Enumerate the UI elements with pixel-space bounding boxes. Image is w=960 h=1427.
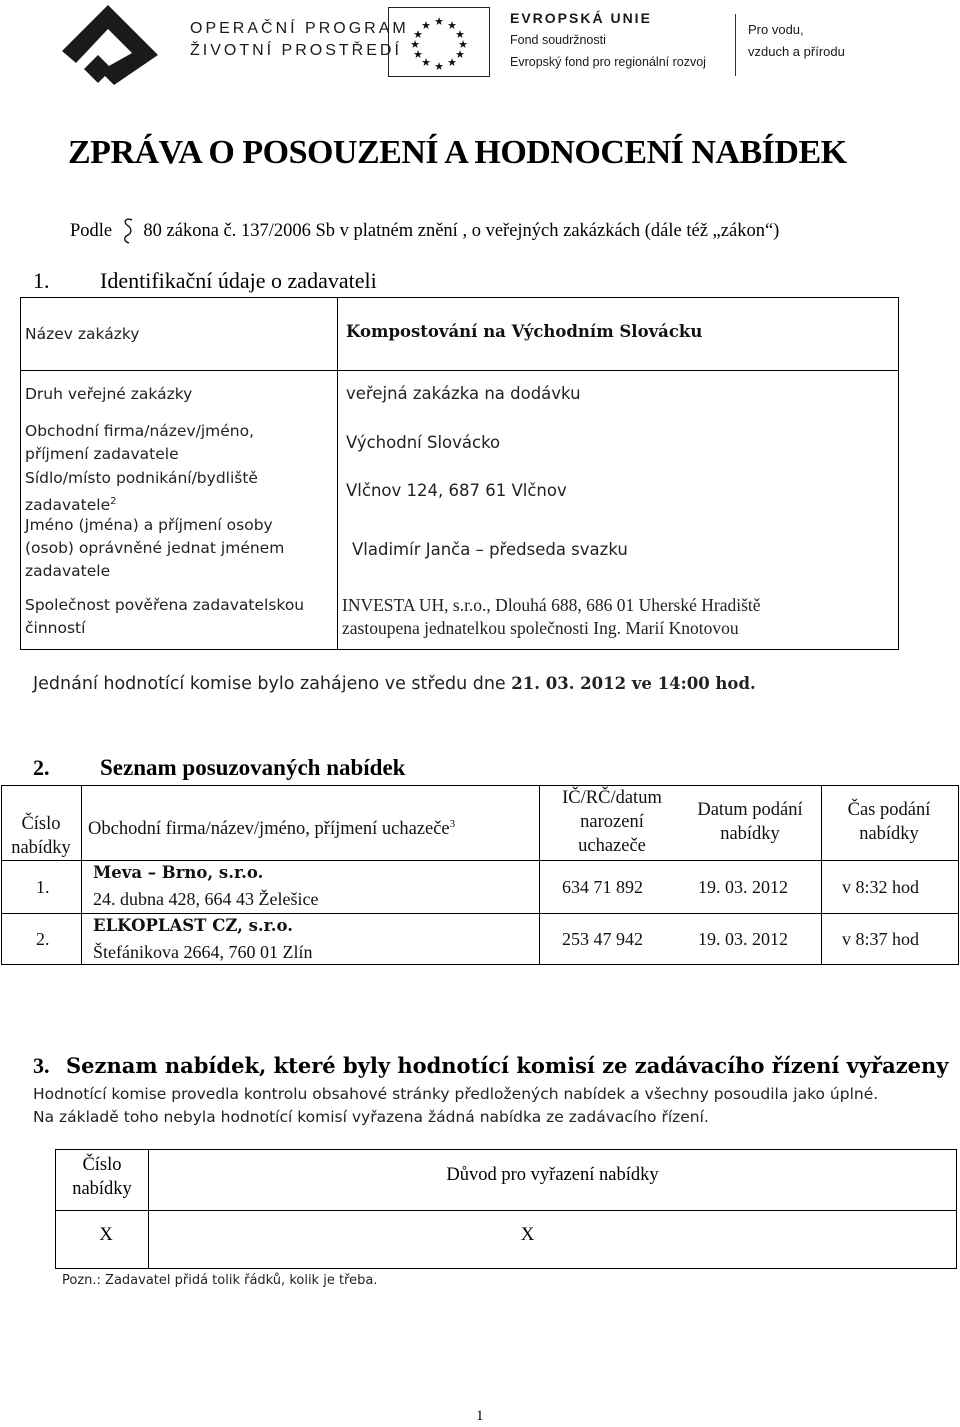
op-zp-logo-icon xyxy=(62,5,162,85)
section-sign-icon xyxy=(121,216,135,246)
section2-number: 2. xyxy=(33,755,50,780)
offer-2-time: v 8:37 hod xyxy=(842,929,920,949)
meeting-date: 21. 03. 2012 ve 14:00 hod. xyxy=(511,674,756,693)
section2-heading: Seznam posuzovaných nabídek xyxy=(100,755,406,780)
offer-2-name: ELKOPLAST CZ, s.r.o. xyxy=(93,916,293,935)
label-spolecnost-l2: činností xyxy=(25,619,86,637)
th-ic-l3: uchazeče xyxy=(578,836,646,856)
th-cislo-l2: nabídky xyxy=(11,838,71,858)
offer-1-time: v 8:32 hod xyxy=(842,877,920,897)
svg-text:★: ★ xyxy=(413,48,423,61)
section1-heading: Identifikační údaje o zadavateli xyxy=(100,268,377,293)
label-spolecnost xyxy=(25,594,304,640)
label-spolecnost-l1: Společnost pověřena zadavatelskou xyxy=(25,596,305,614)
th-datum-l1: Datum podání xyxy=(697,800,803,820)
label-osoba-l3: zadavatele xyxy=(25,562,111,580)
th-ic-l2: narození xyxy=(580,812,644,832)
value-firma: Východní Slovácko xyxy=(346,433,501,452)
subtitle-text: 80 zákona č. 137/2006 Sb v platném znění , o veřejných zakázkách (dále též „zákon“) xyxy=(143,221,780,241)
svg-text:★: ★ xyxy=(410,38,420,51)
section3-para-l2: Na základě toho nebyla hodnotící komisí vyřazena žádná nabídka ze zadávacího řízení. xyxy=(33,1108,709,1126)
section3-para-l1: Hodnotící komise provedla kontrolu obsahové stránky předložených nabídek a všechny posoudila jako úplné. xyxy=(33,1085,879,1103)
section3-heading: Seznam nabídek, které byly hodnotící komisí ze zadávacího řízení vyřazeny xyxy=(66,1053,949,1078)
label-firma xyxy=(25,420,254,466)
label-nazev: Název zakázky xyxy=(25,325,140,343)
offer-1-date: 19. 03. 2012 xyxy=(698,877,788,897)
th-excluded-reason: Důvod pro vyřazení nabídky xyxy=(446,1165,659,1185)
eu-line1: Fond soudržnosti xyxy=(510,33,606,47)
eu-line2: Evropský fond pro regionální rozvoj xyxy=(510,55,706,69)
page-title: ZPRÁVA O POSOUZENÍ A HODNOCENÍ NABÍDEK xyxy=(68,134,847,171)
excluded-reason-cell: X xyxy=(520,1225,535,1245)
label-sidlo xyxy=(25,467,258,517)
th-excluded-num-l1: Číslo xyxy=(82,1155,122,1175)
subtitle xyxy=(70,216,779,246)
th-excluded-num xyxy=(56,1153,148,1201)
footnote-2: 2 xyxy=(110,496,117,507)
label-osoba-l1: Jméno (jména) a příjmení osoby xyxy=(25,516,273,534)
slogan-line1: Pro vodu, xyxy=(748,22,804,37)
svg-text:★: ★ xyxy=(434,15,444,28)
op-line1: OPERAČNÍ PROGRAM xyxy=(190,20,409,37)
th-datum-l2: nabídky xyxy=(720,824,780,844)
section3-paragraph xyxy=(33,1083,878,1129)
eu-title: EVROPSKÁ UNIE xyxy=(510,10,652,26)
th-firma xyxy=(88,812,455,841)
svg-text:★: ★ xyxy=(413,28,423,41)
label-sidlo-l1: Sídlo/místo podnikání/bydliště xyxy=(25,469,258,487)
offer-1-address: 24. dubna 428, 664 43 Želešice xyxy=(93,889,319,909)
th-cislo-l1: Číslo xyxy=(21,814,61,834)
section3-number: 3. xyxy=(33,1053,50,1078)
th-firma-text: Obchodní firma/název/jméno, příjmení uchazeče xyxy=(88,819,450,840)
th-cas-l2: nabídky xyxy=(859,824,919,844)
table-note: Pozn.: Zadavatel přidá tolik řádků, kolik je třeba. xyxy=(62,1273,378,1288)
offer-1-name: Meva – Brno, s.r.o. xyxy=(93,863,264,882)
page-number: 1 xyxy=(476,1408,484,1424)
value-spolecnost-l1: INVESTA UH, s.r.o., Dlouhá 688, 686 01 Uherské Hradiště xyxy=(342,595,761,615)
th-ic-l1: IČ/RČ/datum xyxy=(562,788,662,808)
label-firma-l1: Obchodní firma/název/jméno, xyxy=(25,422,255,440)
svg-text:★: ★ xyxy=(434,60,444,73)
slogan-line2: vzduch a přírodu xyxy=(748,44,845,59)
section1-number: 1. xyxy=(33,268,50,293)
svg-text:★: ★ xyxy=(421,19,431,32)
th-cas xyxy=(820,798,958,846)
offer-2-num: 2. xyxy=(36,929,50,949)
excluded-num-cell: X xyxy=(99,1225,113,1245)
svg-text:★: ★ xyxy=(455,48,465,61)
th-ic xyxy=(538,786,686,858)
svg-text:★: ★ xyxy=(447,56,457,69)
svg-text:★: ★ xyxy=(455,28,465,41)
value-sidlo: Vlčnov 124, 687 61 Vlčnov xyxy=(346,481,567,500)
meeting-text: Jednání hodnotící komise bylo zahájeno ve středu dne xyxy=(33,674,506,694)
svg-text:★: ★ xyxy=(421,56,431,69)
offer-2-address: Štefánikova 2664, 760 01 Zlín xyxy=(93,942,313,962)
subtitle-prefix: Podle xyxy=(70,221,113,241)
value-osoba: Vladimír Janča – předseda svazku xyxy=(352,540,628,559)
label-osoba xyxy=(25,514,284,583)
value-druh: veřejná zakázka na dodávku xyxy=(346,384,581,403)
op-line2: ŽIVOTNÍ PROSTŘEDÍ xyxy=(190,42,402,59)
label-druh: Druh veřejné zakázky xyxy=(25,385,193,403)
value-spolecnost-l2: zastoupena jednatelkou společnosti Ing. Marií Knotovou xyxy=(342,618,739,638)
offer-1-num: 1. xyxy=(36,877,50,897)
offer-1-ic: 634 71 892 xyxy=(562,877,643,897)
eu-flag-icon xyxy=(388,7,490,77)
th-cas-l1: Čas podání xyxy=(847,800,931,820)
svg-text:★: ★ xyxy=(458,38,468,51)
value-spolecnost xyxy=(342,594,761,640)
th-cislo xyxy=(2,812,80,860)
offer-2-date: 19. 03. 2012 xyxy=(698,929,788,949)
footnote-3: 3 xyxy=(449,818,456,830)
th-datum xyxy=(680,798,820,846)
offer-2-ic: 253 47 942 xyxy=(562,929,643,949)
label-sidlo-l2: zadavatele xyxy=(25,496,111,515)
value-nazev: Kompostování na Východním Slovácku xyxy=(346,322,703,341)
header-divider xyxy=(735,14,736,76)
label-firma-l2: příjmení zadavatele xyxy=(25,445,179,463)
meeting-line xyxy=(33,674,756,694)
label-osoba-l2: (osob) oprávněné jednat jménem xyxy=(25,539,285,557)
svg-text:★: ★ xyxy=(447,19,457,32)
th-excluded-num-l2: nabídky xyxy=(72,1179,132,1199)
